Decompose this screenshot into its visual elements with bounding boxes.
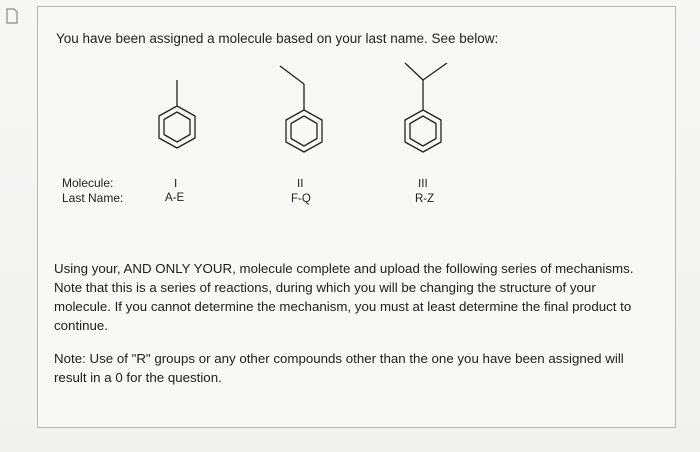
name-range-I: A-E xyxy=(165,192,185,204)
molecule-label: Molecule: xyxy=(62,176,114,190)
note-line: result in a 0 for the question. xyxy=(54,370,222,385)
molecule-I-structure xyxy=(159,80,195,148)
note-paragraph xyxy=(54,349,654,387)
name-range-III: R-Z xyxy=(415,193,435,205)
instructions-line: Note that this is a series of reactions, during which you will be changing the structure of your xyxy=(54,280,596,295)
molecule-III-structure xyxy=(405,63,447,152)
instructions-line: Using your, AND ONLY YOUR, molecule complete and upload the following series of mechanisms. xyxy=(54,261,634,276)
instructions-paragraph xyxy=(54,259,654,335)
molecule-numeral-III: III xyxy=(418,177,428,190)
molecule-numeral-II: II xyxy=(297,177,304,190)
name-range-II: F-Q xyxy=(291,193,311,205)
note-line: Note: Use of "R" groups or any other compounds other than the one you have been assigned will xyxy=(54,351,624,366)
instructions-line: molecule. If you cannot determine the mechanism, you must at least determine the final product to xyxy=(54,299,632,314)
last-name-label: Last Name: xyxy=(62,191,124,205)
molecule-II-structure xyxy=(280,66,322,152)
intro-text: You have been assigned a molecule based on your last name. See below: xyxy=(56,31,499,46)
instructions-line: continue. xyxy=(54,318,108,333)
molecule-numeral-I: I xyxy=(174,177,178,190)
